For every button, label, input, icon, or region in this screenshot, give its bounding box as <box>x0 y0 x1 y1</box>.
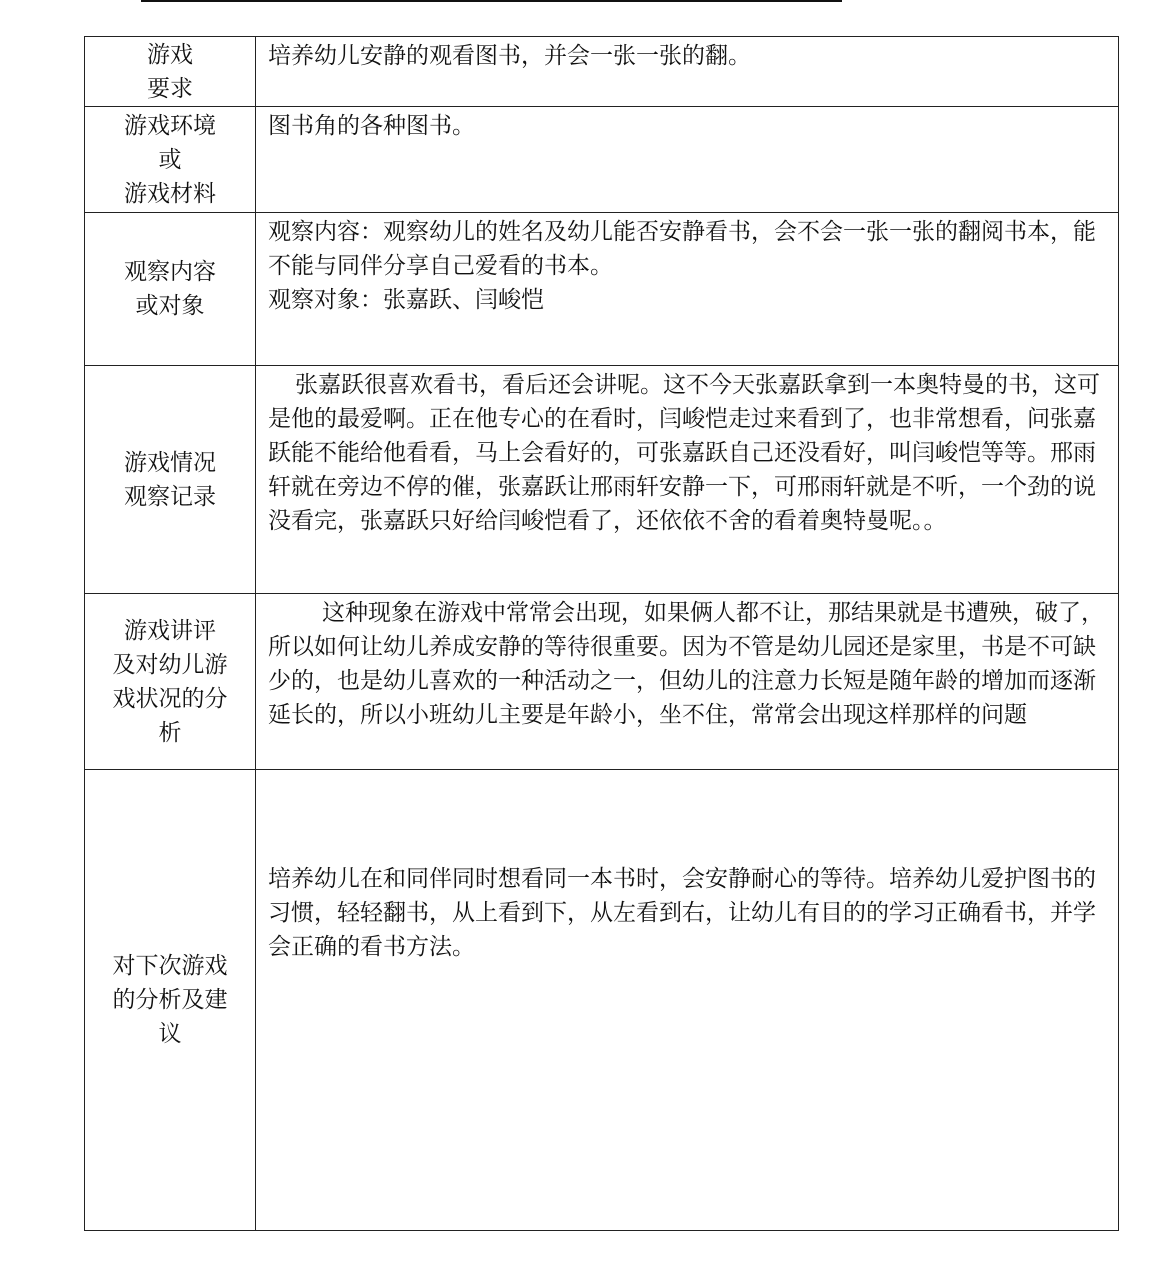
label-observation-target <box>85 213 256 366</box>
content-paragraph: 观察内容：观察幼儿的姓名及幼儿能否安静看书，会不会一张一张的翻阅书本，能不能与同伴分享自己爱看的书本。 <box>268 219 1096 279</box>
table-row-game-requirement <box>85 37 1119 107</box>
table-row-observation-target <box>85 213 1119 366</box>
label-game-requirement <box>85 37 256 107</box>
content-observation-target <box>256 213 1119 366</box>
label-line: 或对象 <box>135 293 205 319</box>
content-paragraph: 培养幼儿在和同伴同时想看同一本书时，会安静耐心的等待。培养幼儿爱护图书的习惯，轻轻翻书，从上看到下，从左看到右，让幼儿有目的的学习正确看书，并学会正确的看书方法。 <box>268 866 1096 960</box>
label-line: 析 <box>158 719 182 746</box>
table-row-next-suggestions <box>85 770 1119 1231</box>
label-line: 或 <box>158 146 182 173</box>
label-next-suggestions <box>85 770 256 1231</box>
label-line: 对下次游戏 <box>112 953 228 979</box>
game-observation-table <box>84 36 1119 1231</box>
table-row-game-environment <box>85 107 1119 213</box>
content-paragraph: 这种现象在游戏中常常会出现，如果俩人都不让，那结果就是书遭殃，破了，所以如何让幼儿养成安静的等待很重要。因为不管是幼儿园还是家里，书是不可缺少的，也是幼儿喜欢的一种活动之一，但幼儿的注意力长短是随年龄的增加而逐渐延长的，所以小班幼儿主要是年龄小，坐不住，常常会出现这样那样的问题 <box>268 600 1104 728</box>
content-game-requirement <box>256 37 1119 107</box>
label-line: 要求 <box>147 75 193 102</box>
label-line: 游戏环境 <box>124 112 216 139</box>
label-line: 观察内容 <box>124 259 216 285</box>
table-row-observation-record <box>85 366 1119 594</box>
label-line: 及对幼儿游 <box>112 651 228 678</box>
label-line: 观察记录 <box>124 483 216 510</box>
label-line: 游戏情况 <box>124 449 216 476</box>
label-line: 议 <box>158 1021 182 1047</box>
table-row-game-evaluation <box>85 594 1119 770</box>
content-game-evaluation <box>256 594 1119 770</box>
label-line: 游戏材料 <box>124 180 216 207</box>
label-line: 游戏讲评 <box>124 617 216 644</box>
content-game-environment <box>256 107 1119 213</box>
content-paragraph: 培养幼儿安静的观看图书，并会一张一张的翻。 <box>268 43 751 69</box>
label-line: 的分析及建 <box>112 987 228 1013</box>
content-paragraph: 张嘉跃很喜欢看书，看后还会讲呢。这不今天张嘉跃拿到一本奥特曼的书，这可是他的最爱啊。正在他专心的在看时，闫峻恺走过来看到了，也非常想看，问张嘉跃能不能给他看看，马上会看好的，可张嘉跃自己还没看好，叫闫峻恺等等。邢雨轩就在旁边不停的催，张嘉跃让邢雨轩安静一下，可邢雨轩就是不听，一个劲的说没看完，张嘉跃只好给闫峻恺看了，还依依不舍的看着奥特曼呢。。 <box>268 372 1100 534</box>
label-game-environment <box>85 107 256 213</box>
label-game-evaluation <box>85 594 256 770</box>
label-observation-record <box>85 366 256 594</box>
top-divider-line <box>141 0 842 2</box>
label-line: 戏状况的分 <box>112 685 228 712</box>
content-paragraph: 观察对象：张嘉跃、闫峻恺 <box>268 287 544 313</box>
label-line: 游戏 <box>147 41 193 68</box>
content-paragraph: 图书角的各种图书。 <box>268 113 475 139</box>
content-observation-record <box>256 366 1119 594</box>
content-next-suggestions <box>256 770 1119 1231</box>
